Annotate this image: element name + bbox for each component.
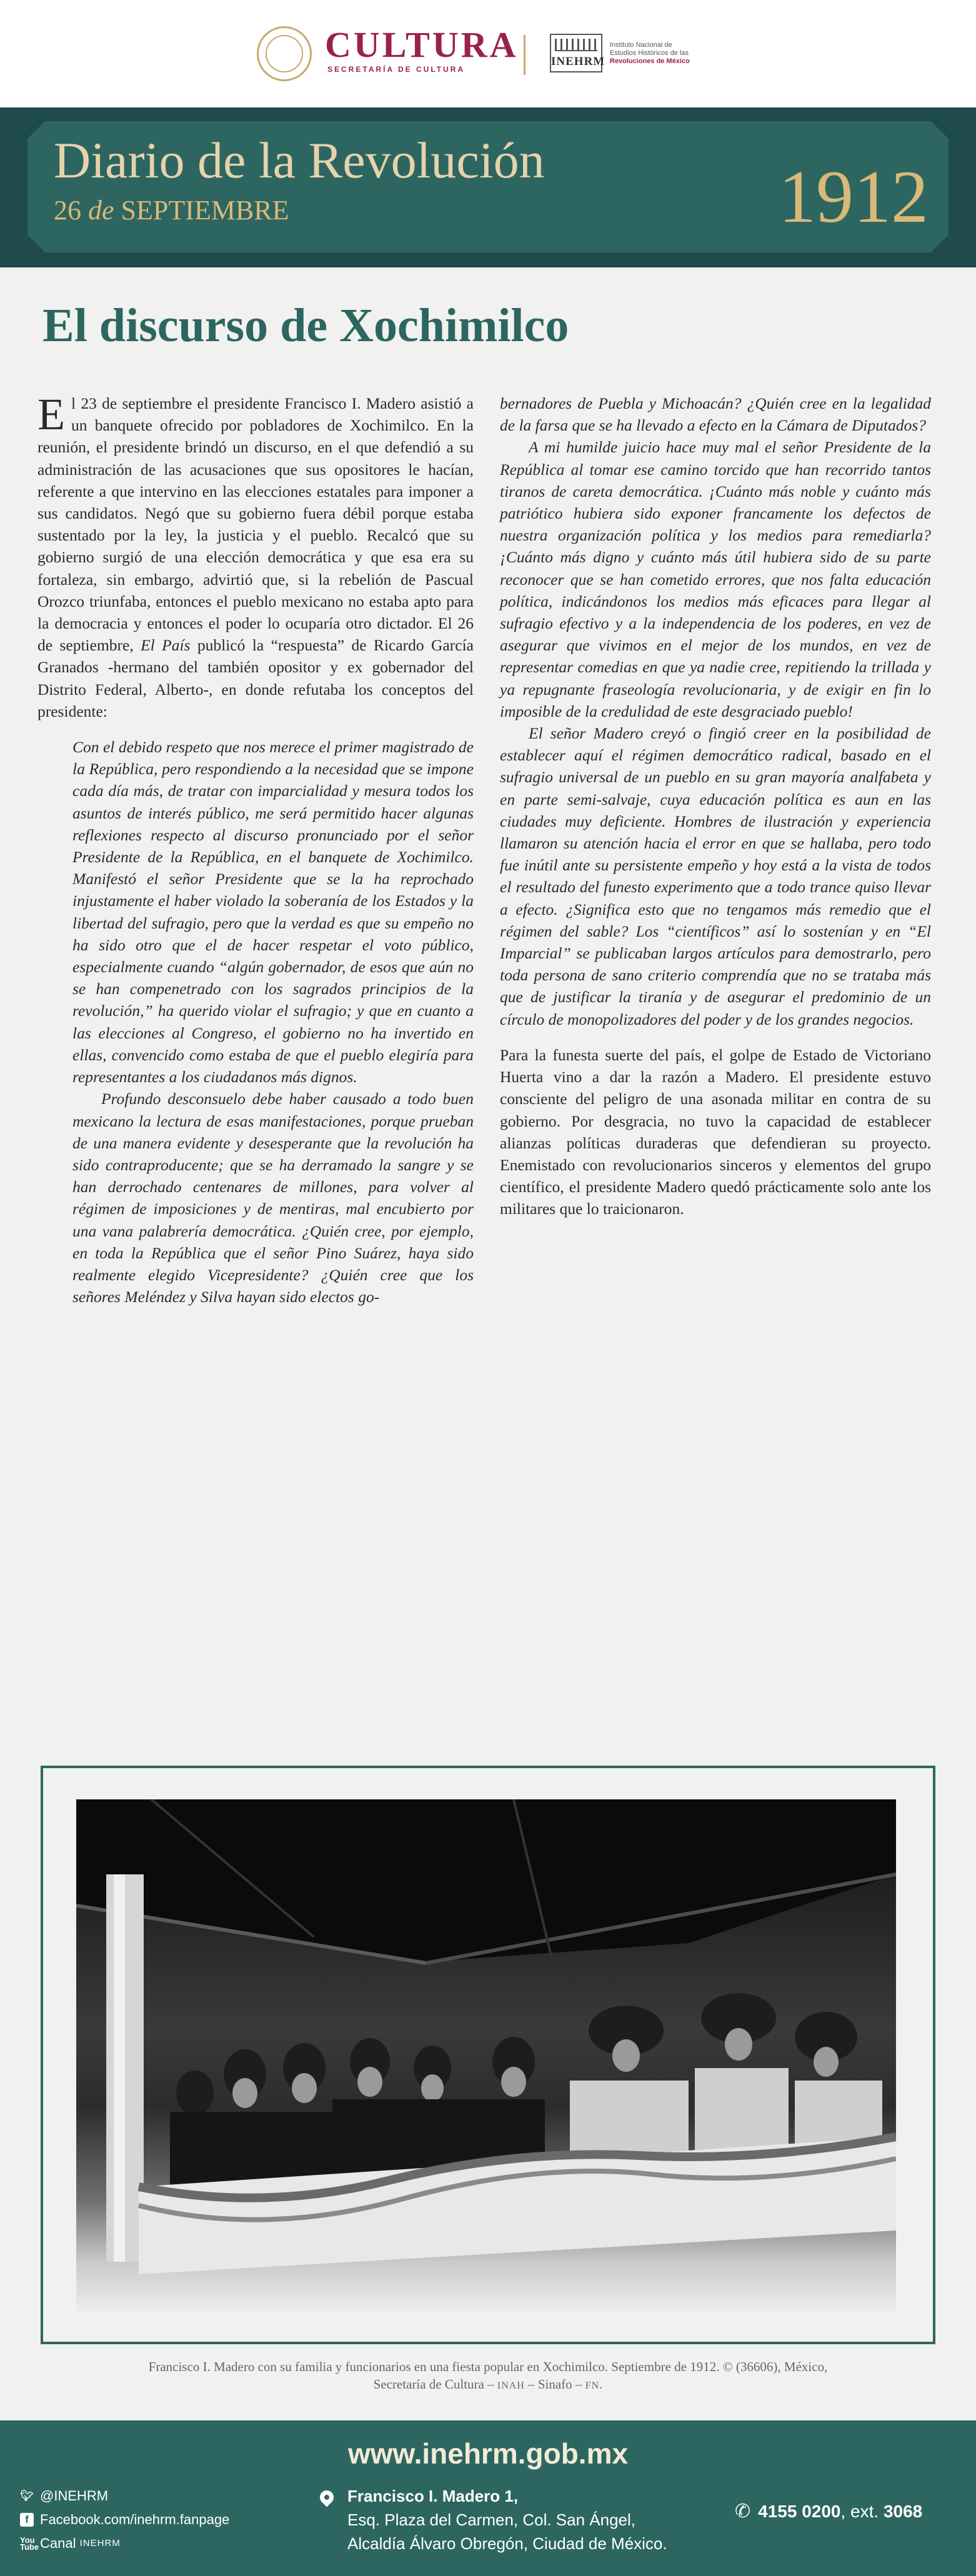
quote-paragraph-2: Profundo desconsuelo debe haber causado a todo buen mexicano la lectura de esas manifestaciones, porque prueban de una manera evidente y desesperante que la revolución ha sido contraproducente; que se ha derramado la sangre y se han derrochado centenares de millones, para volver al régimen de imposiciones y de mentiras, mal encubierto por una vana palabrería democrática. ¿Quién cree, por ejemplo, en toda la República que el señor Pino Suárez, haya sido realmente elegido Vicepresidente? ¿Quién cree que los señores Meléndez y Silva hayan sido electos go- — [72, 1090, 474, 1306]
historic-photo — [76, 1799, 896, 2313]
year-label: 1912 — [779, 155, 929, 238]
article-intro: El 23 de septiembre el presidente Francisco I. Madero asistió a un banquete ofrecido por pobladores de Xochimilco. En la reunión, el presidente brindó un discurso, en el que defendió a su administración de las acusaciones que sus opositores le hacían, referente a que intervino en las elecciones estatales para imponer a sus candidatos. Negó que su gobierno fuera débil porque estaba sustentado por la ley, la justicia y el pueblo. Recalcó que su gobierno surgió de una elección democrática y que esa era su fortaleza, sin embargo, advirtió que, si la rebelión de Pascual Orozco triunfaba, entonces el pueblo mexicano no estaba apto para la democracia y entonces el poder lo ocuparía otro dictador. El 26 de septiembre, El País publicó la “respuesta” de Ricardo García Granados -hermano del también opositor y ex gobernador del Distrito Federal, Alberto-, en donde refutaba los conceptos del presidente: — [37, 389, 474, 720]
quote-block — [37, 736, 474, 1308]
date-month: SEPTIEMBRE — [121, 195, 289, 226]
inehrm-logo[interactable]: INEHRM — [550, 34, 602, 72]
quote-paragraph-2-continued: bernadores de Puebla y Michoacán? ¿Quién cree en la legalidad de la farsa que se ha llevado a efecto en la Cámara de Diputados? — [500, 394, 931, 435]
mexico-seal-icon — [257, 26, 312, 81]
date-de: de — [88, 195, 114, 226]
facebook-icon: f — [20, 2513, 34, 2527]
date-day: 26 — [54, 195, 81, 226]
drop-cap: E — [37, 389, 65, 439]
phone-contact[interactable]: ✆ 4155 0200, ext. 3068 — [735, 2501, 923, 2522]
date-line — [54, 195, 289, 226]
website-link[interactable]: www.inehrm.gob.mx — [347, 2437, 629, 2470]
inehrm-description: Instituto Nacional de Estudios Históricos de las Revoluciones de México — [610, 41, 690, 65]
article-column-left — [37, 389, 474, 1308]
quote-paragraph-3: A mi humilde juicio hace muy mal el señor Presidente de la República al tomar ese camino torcido que han recorrido tantos tiranos de careta democrática. ¡Cuánto más noble y cuánto más patriótico hubiera sido exponer francamente los defectos de nuestra organización política y los medios para remediarla? ¡Cuánto más digno y cuánto más útil hubiera sido de su parte reconocer que se han cometido errores, que nos falta educación política, indicándonos los medios más eficaces para llegar al sufragio efectivo y a la independencia de los poderes, en vez de asegurar que vivimos en el mejor de los mundos, en vez de representar comedias en que ya nadie cree, repitiendo la trillada y ya repugnante fraseología revolucionaria, y de exigir en fin lo imposible de la credulidad de este desgraciado pueblo! — [500, 438, 931, 720]
photo-caption: Francisco I. Madero con su familia y funcionarios en una fiesta popular en Xochimilco. Septiembre de 1912. © (36606), México, Secretaría de Cultura – INAH – Sinafo – FN. — [148, 2359, 828, 2392]
youtube-icon: You Tube — [20, 2535, 39, 2552]
quote-paragraph-4: El señor Madero creyó o fingió creer en la posibilidad de establecer aquí el régimen democrático radical, basado en el sufragio universal de un pueblo en su gran mayoría analfabeta y en parte semi-salvaje, cuya educación política es aun en las ciudades muy deficiente. Hombres de ilustración y experiencia llamaron su atención hacia el error en que se hallaba, pero todo fue inútil ante su persistente empeño y hoy está a la vista de todos el resultado del funesto experimento que a todo trance quiso llevar a efecto. ¿Significa esto que no tengamos más remedio que el régimen del sable? Los “científicos” así lo sostenían y en “El Imparcial” se publicaban largos artículos para demostrarlo, pero toda persona de sano criterio comprendía que no se trataba más que de justificar la tiranía y de asegurar el predominio de un círculo de monopolizadores del poder y de los grandes negocios. — [500, 724, 931, 1028]
quote-paragraph-1: Con el debido respeto que nos merece el primer magistrado de la República, pero respondiendo a la necesidad que se impone cada día más, de tratar con imparcialidad y mesura todos los asuntos de interés público, me será permitido hacer algunas reflexiones respecto al discurso pronunciado por el señor Presidente de la República, en el banquete de Xochimilco. Manifestó el señor Presidente que se la ha reprochado injustamente el haber violado la soberanía de los Estados y la libertad del sufragio, pero que la verdad es que su empeño no ha sido otro que el de hacer respetar el voto público, especialmente cuando “algún gobernador, de esos que aún no se han compenetrado con los sagrados principios de la revolución,” ha querido violar el sufragio; y que en cuanto a las elecciones al Congreso, el gobierno no ha invertido en ellas, convencido como estaba de que el pueblo elegiría para representantes a los ciudadanos más dignos. — [72, 738, 474, 1087]
cultura-subtitle: SECRETARÍA DE CULTURA — [327, 65, 466, 74]
article-title: El discurso de Xochimilco — [42, 299, 569, 352]
cultura-logo[interactable]: CULTURA — [325, 24, 519, 65]
phone-icon: ✆ — [735, 2501, 751, 2522]
twitter-icon: 🐦︎ — [20, 2490, 34, 2502]
social-links — [20, 2484, 229, 2555]
newspaper-name: El País — [141, 636, 191, 655]
youtube-link[interactable]: You Tube Canal INEHRM — [20, 2535, 121, 2552]
series-title: Diario de la Revolución — [54, 132, 545, 189]
building-icon — [555, 39, 597, 51]
logo-divider — [524, 35, 525, 75]
article-column-right — [500, 392, 931, 1220]
closing-paragraph: Para la funesta suerte del país, el golpe de Estado de Victoriano Huerta vino a dar la razón a Madero. El presidente estuvo consciente del peligro de una asonada militar en contra de su gobierno. Por desgracia, no tuvo la capacidad de establecer alianzas políticas duraderas que defendieran su proyecto. Enemistado con revolucionarios sinceros y elementos del grupo científico, el presidente Madero quedó prácticamente solo ante los militares que lo traicionaron. — [500, 1045, 931, 1218]
facebook-link[interactable]: f Facebook.com/inehrm.fanpage — [20, 2508, 229, 2532]
address: Francisco I. Madero 1, Esq. Plaza del Carmen, Col. San Ángel, Alcaldía Álvaro Obregón, Ciudad de México. — [347, 2487, 667, 2553]
twitter-link[interactable]: 🐦︎ @INEHRM — [20, 2488, 109, 2504]
